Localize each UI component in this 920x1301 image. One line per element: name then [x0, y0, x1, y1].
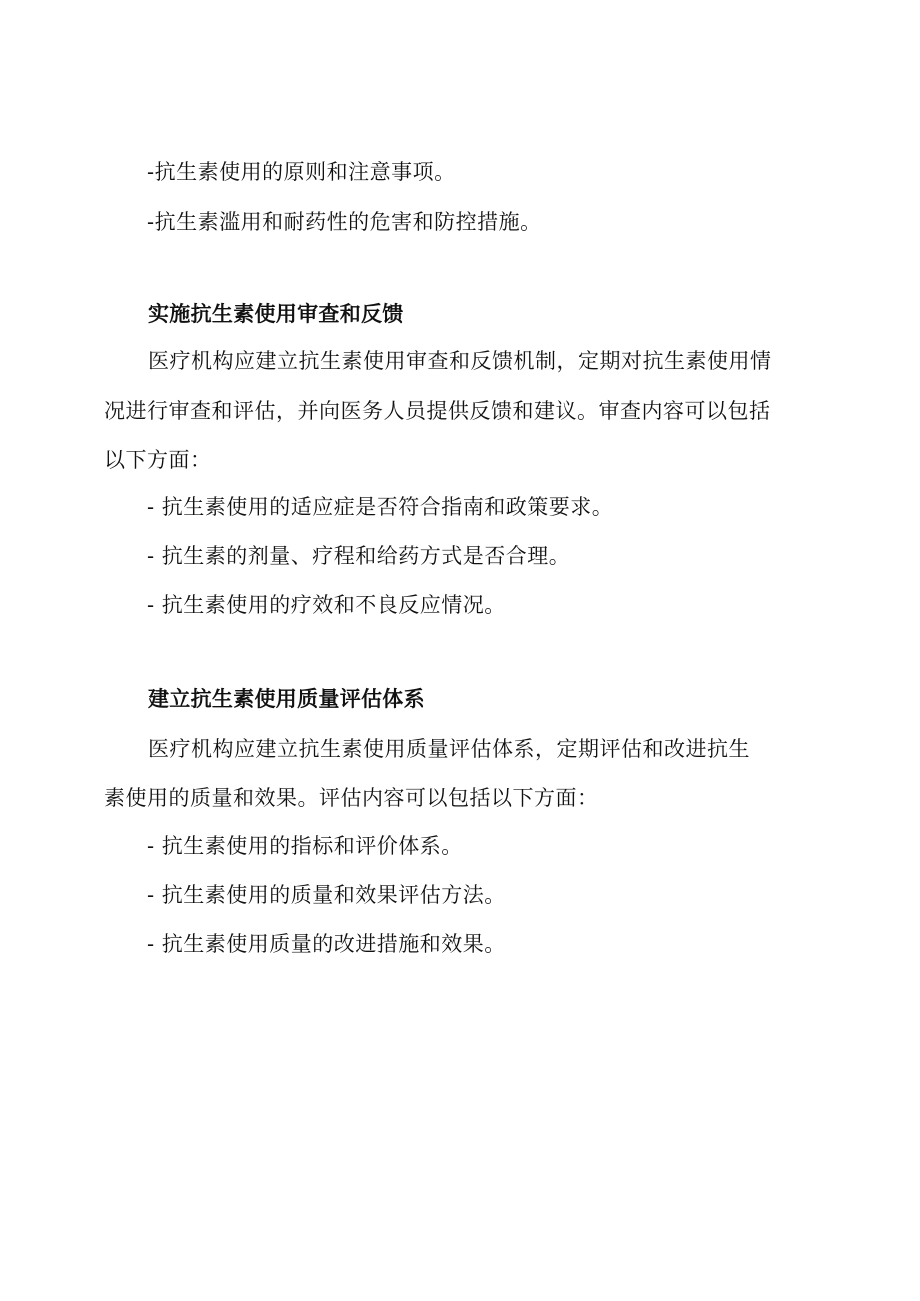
section2-paragraph-line-1: 医疗机构应建立抗生素使用质量评估体系，定期评估和改进抗生 [148, 737, 750, 761]
section1-paragraph-line-1: 医疗机构应建立抗生素使用审查和反馈机制，定期对抗生素使用情 [148, 349, 772, 373]
section-heading-quality-evaluation: 建立抗生素使用质量评估体系 [148, 687, 425, 711]
section1-paragraph-line-3: 以下方面： [104, 448, 212, 472]
intro-bullet-1: -抗生素使用的原则和注意事项。 [147, 160, 456, 184]
section1-bullet-2: - 抗生素的剂量、疗程和给药方式是否合理。 [147, 544, 571, 568]
section1-bullet-3: - 抗生素使用的疗效和不良反应情况。 [147, 593, 506, 617]
section2-bullet-1: - 抗生素使用的指标和评价体系。 [147, 834, 463, 858]
section2-paragraph-line-2: 素使用的质量和效果。评估内容可以包括以下方面： [104, 786, 599, 810]
section1-paragraph-line-2: 况进行审查和评估，并向医务人员提供反馈和建议。审查内容可以包括 [104, 399, 771, 423]
section1-bullet-1: - 抗生素使用的适应症是否符合指南和政策要求。 [147, 495, 614, 519]
intro-bullet-2: -抗生素滥用和耐药性的危害和防控措施。 [147, 210, 542, 234]
section-heading-review-feedback: 实施抗生素使用审查和反馈 [148, 302, 404, 326]
section2-bullet-2: - 抗生素使用的质量和效果评估方法。 [147, 883, 506, 907]
section2-bullet-3: - 抗生素使用质量的改进措施和效果。 [147, 932, 506, 956]
